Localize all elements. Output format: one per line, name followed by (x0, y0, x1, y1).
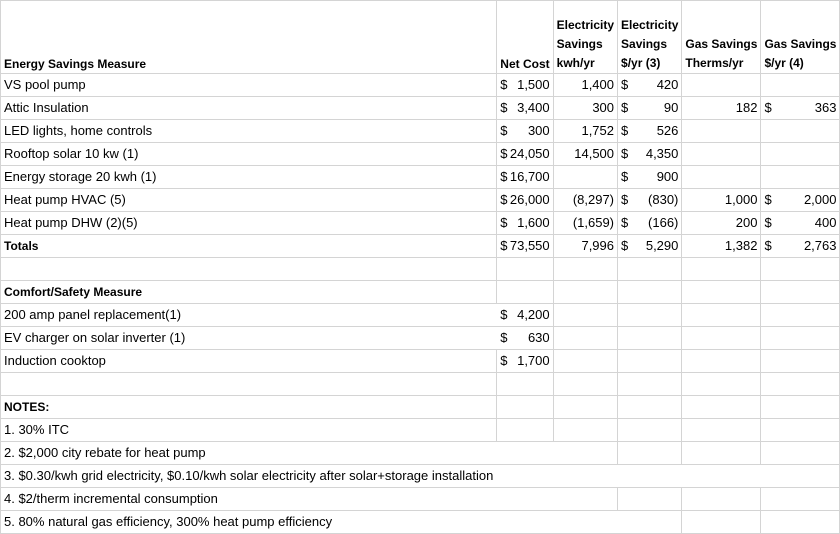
table-row (1, 97, 840, 120)
comfort-cost: $ 630 (497, 327, 553, 350)
notes-header: NOTES: (1, 396, 497, 419)
cost-cell: $ 3,400 (497, 97, 553, 120)
kwh-cell: 1,400 (553, 74, 617, 97)
note-item: 2. $2,000 city rebate for heat pump (1, 442, 497, 465)
totals-row (1, 235, 840, 258)
elec-usd-cell: $ 420 (618, 74, 682, 97)
gas-usd-cell: $ 363 (761, 97, 840, 120)
gas-usd-cell (761, 166, 840, 189)
cost-cell: $ 1,600 (497, 212, 553, 235)
therms-cell: 1,000 (682, 189, 761, 212)
elec-usd-cell: $ 90 (618, 97, 682, 120)
gas-usd-cell: $ 400 (761, 212, 840, 235)
cost-cell: $ 24,050 (497, 143, 553, 166)
therms-cell (682, 74, 761, 97)
totals-kwh: 7,996 (553, 235, 617, 258)
elec-usd-cell: $ 526 (618, 120, 682, 143)
comfort-row (1, 350, 840, 373)
comfort-cost: $ 4,200 (497, 304, 553, 327)
header-row (1, 1, 840, 74)
kwh-cell: (8,297) (553, 189, 617, 212)
table-row (1, 189, 840, 212)
measure-cell: Attic Insulation (1, 97, 497, 120)
elec-usd-cell: $ 4,350 (618, 143, 682, 166)
cost-cell: $ 16,700 (497, 166, 553, 189)
comfort-measure: 200 amp panel replacement(1) (1, 304, 497, 327)
measure-cell: Rooftop solar 10 kw (1) (1, 143, 497, 166)
therms-cell (682, 120, 761, 143)
elec-usd-cell: $ (830) (618, 189, 682, 212)
cost-cell: $ 26,000 (497, 189, 553, 212)
therms-cell: 200 (682, 212, 761, 235)
gas-usd-header: Gas Savings $/yr (4) (761, 1, 840, 74)
totals-elec-usd: $ 5,290 (618, 235, 682, 258)
net-cost-header: Net Cost (497, 1, 553, 74)
cost-cell: $ 1,500 (497, 74, 553, 97)
measure-header: Energy Savings Measure (1, 1, 497, 74)
note-row (1, 442, 840, 465)
totals-label: Totals (1, 235, 497, 258)
measure-cell: LED lights, home controls (1, 120, 497, 143)
cost-cell: $ 300 (497, 120, 553, 143)
totals-cost: $ 73,550 (497, 235, 553, 258)
comfort-measure: EV charger on solar inverter (1) (1, 327, 497, 350)
note-item: 3. $0.30/kwh grid electricity, $0.10/kwh solar electricity after solar+storage installation (1, 465, 497, 488)
note-item: 5. 80% natural gas efficiency, 300% heat pump efficiency (1, 511, 497, 534)
kwh-cell: 300 (553, 97, 617, 120)
notes-header-row (1, 396, 840, 419)
table-row (1, 74, 840, 97)
spacer-row (1, 373, 840, 396)
note-row (1, 488, 840, 511)
gas-usd-cell (761, 74, 840, 97)
measure-cell: Heat pump HVAC (5) (1, 189, 497, 212)
kwh-cell: (1,659) (553, 212, 617, 235)
note-row (1, 419, 840, 442)
note-row (1, 511, 840, 534)
kwh-cell: 14,500 (553, 143, 617, 166)
note-row (1, 465, 840, 488)
gas-usd-cell (761, 143, 840, 166)
gas-usd-cell: $ 2,000 (761, 189, 840, 212)
comfort-row (1, 304, 840, 327)
table-row (1, 166, 840, 189)
therms-cell (682, 166, 761, 189)
note-item: 1. 30% ITC (1, 419, 497, 442)
comfort-header-row (1, 281, 840, 304)
therms-cell: 182 (682, 97, 761, 120)
comfort-measure: Induction cooktop (1, 350, 497, 373)
table-row (1, 143, 840, 166)
measure-cell: Heat pump DHW (2)(5) (1, 212, 497, 235)
elec-usd-cell: $ 900 (618, 166, 682, 189)
table-row (1, 212, 840, 235)
gas-therms-header: Gas Savings Therms/yr (682, 1, 761, 74)
comfort-header: Comfort/Safety Measure (1, 281, 497, 304)
note-item: 4. $2/therm incremental consumption (1, 488, 497, 511)
therms-cell (682, 143, 761, 166)
kwh-cell (553, 166, 617, 189)
comfort-row (1, 327, 840, 350)
gas-usd-cell (761, 120, 840, 143)
totals-gas-usd: $ 2,763 (761, 235, 840, 258)
kwh-cell: 1,752 (553, 120, 617, 143)
measure-cell: Energy storage 20 kwh (1) (1, 166, 497, 189)
elec-usd-header: Electricity Savings $/yr (3) (618, 1, 682, 74)
elec-kwh-header: Electricity Savings kwh/yr (553, 1, 617, 74)
measure-cell: VS pool pump (1, 74, 497, 97)
elec-usd-cell: $ (166) (618, 212, 682, 235)
spacer-row (1, 258, 840, 281)
comfort-cost: $ 1,700 (497, 350, 553, 373)
table-row (1, 120, 840, 143)
totals-therms: 1,382 (682, 235, 761, 258)
